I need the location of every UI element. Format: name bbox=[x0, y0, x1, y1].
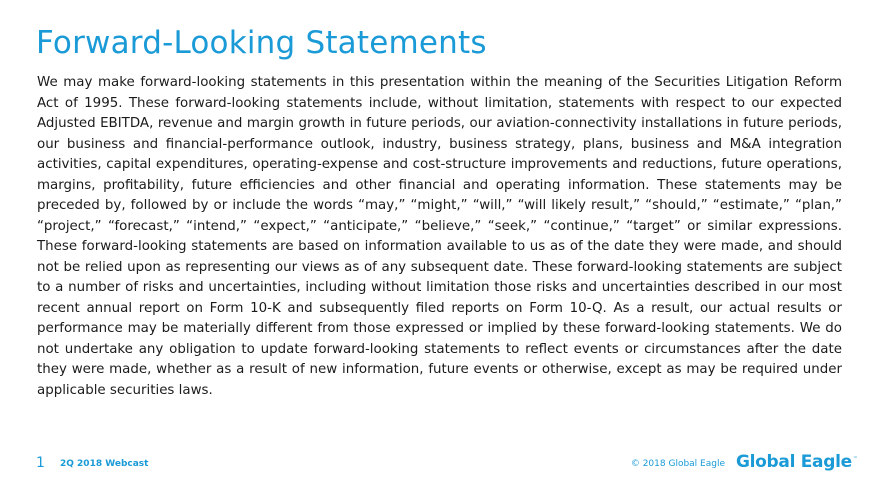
copyright-notice: © 2018 Global Eagle bbox=[630, 459, 725, 469]
logo-wordmark: Global Eagle bbox=[736, 452, 852, 472]
company-logo bbox=[736, 451, 858, 473]
trademark-mark: ™ bbox=[852, 456, 858, 462]
slide-title: Forward-Looking Statements bbox=[36, 25, 487, 61]
event-label: 2Q 2018 Webcast bbox=[60, 459, 149, 469]
disclaimer-paragraph: We may make forward-looking statements in this presentation within the meaning of the Securities Litigation Reform Act of 1995. These forward-looking statements include, without limitation, statements with respect to our expected Adjusted EBITDA, revenue and margin growth in future periods, our aviation-connectivity installations in future periods, our business and financial-performance outlook, industry, business strategy, plans, business and M&A integration activities, capital expenditures, operating-expense and cost-structure improvements and reductions, future operations, margins, profitability, future efficiencies and other financial and operating information. These statements may be preceded by, followed by or include the words “may,” “might,” “will,” “will likely result,” “should,” “estimate,” “plan,” “project,” “forecast,” “intend,” “expect,” “anticipate,” “believe,” “seek,” “continue,” “target” or similar expressions. These forward-looking statements are based on information available to us as of the date they were made, and should not be relied upon as representing our views as of any subsequent date. These forward-looking statements are subject to a number of risks and uncertainties, including without limitation those risks and uncertainties described in our most recent annual report on Form 10-K and subsequently filed reports on Form 10-Q. As a result, our actual results or performance may be materially different from those expressed or implied by these forward-looking statements. We do not undertake any obligation to update forward-looking statements to reflect events or circumstances after the date they were made, whether as a result of new information, future events or otherwise, except as may be required under applicable securities laws. bbox=[37, 75, 842, 398]
page-number: 1 bbox=[36, 455, 45, 471]
